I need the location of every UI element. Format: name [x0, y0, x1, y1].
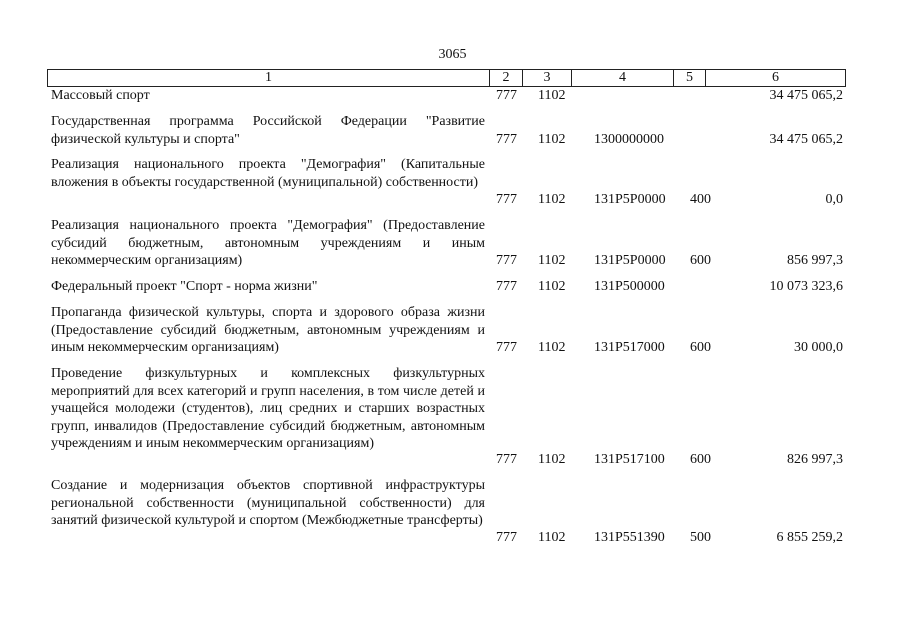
row-admin-code: 777 [496, 253, 517, 268]
row-description: Массовый спорт [51, 88, 150, 103]
column-header-2: 2 [489, 70, 522, 86]
row-target-code: 131P551390 [594, 530, 665, 545]
row-amount: 826 997,3 [787, 452, 843, 467]
row-description: Проведение физкультурных и комплексных физкультурных мероприятий для всех категорий и групп населения, в том числе детей и учащейся молодежи (студентов), лиц средних и старших возрастных групп, инвалидов (Предоставление субсидий бюджетным, автономным учреждениям и иным некоммерческим организациям) [51, 366, 485, 451]
row-amount: 856 997,3 [787, 253, 843, 268]
row-description: Реализация национального проекта "Демография" (Предоставление субсидий бюджетным, автономным учреждениям и иным некоммерческим организациям) [51, 218, 485, 268]
row-description: Федеральный проект "Спорт - норма жизни" [51, 279, 318, 294]
row-admin-code: 777 [496, 132, 517, 147]
row-target-code: 131P5P0000 [594, 253, 666, 268]
row-section-code: 1102 [538, 132, 566, 147]
column-header-6: 6 [705, 70, 845, 86]
column-header-3: 3 [522, 70, 571, 86]
row-admin-code: 777 [496, 192, 517, 207]
row-amount: 6 855 259,2 [776, 530, 843, 545]
row-section-code: 1102 [538, 88, 566, 103]
row-admin-code: 777 [496, 279, 517, 294]
row-section-code: 1102 [538, 279, 566, 294]
row-type-code: 400 [690, 192, 711, 207]
row-admin-code: 777 [496, 530, 517, 545]
row-amount: 30 000,0 [794, 340, 843, 355]
row-target-code: 131P500000 [594, 279, 665, 294]
page-number: 3065 [438, 47, 467, 62]
row-type-code: 600 [690, 253, 711, 268]
column-header-5: 5 [673, 70, 705, 86]
row-section-code: 1102 [538, 340, 566, 355]
row-type-code: 500 [690, 530, 711, 545]
row-target-code: 131P517000 [594, 340, 665, 355]
row-amount: 34 475 065,2 [769, 88, 843, 103]
row-section-code: 1102 [538, 530, 566, 545]
row-description: Государственная программа Российской Федерации "Развитие физической культуры и спорта" [51, 114, 485, 147]
row-section-code: 1102 [538, 192, 566, 207]
row-target-code: 131P5P0000 [594, 192, 666, 207]
column-header-1: 1 [265, 70, 272, 85]
row-section-code: 1102 [538, 452, 566, 467]
row-target-code: 1300000000 [594, 132, 664, 147]
row-section-code: 1102 [538, 253, 566, 268]
row-admin-code: 777 [496, 452, 517, 467]
row-admin-code: 777 [496, 88, 517, 103]
row-description: Создание и модернизация объектов спортивной инфраструктуры региональной собственности (муниципальной собственности) для занятий физической культурой и спортом (Межбюджетные трансферты) [51, 478, 485, 528]
row-description: Реализация национального проекта "Демография" (Капитальные вложения в объекты государственной (муниципальной) собственности) [51, 157, 485, 190]
row-type-code: 600 [690, 452, 711, 467]
row-admin-code: 777 [496, 340, 517, 355]
column-header-4: 4 [571, 70, 673, 86]
row-amount: 0,0 [825, 192, 843, 207]
row-description: Пропаганда физической культуры, спорта и здорового образа жизни (Предоставление субсидий бюджетным, автономным учреждениям и иным некоммерческим организациям) [51, 305, 485, 355]
row-target-code: 131P517100 [594, 452, 665, 467]
row-amount: 10 073 323,6 [769, 279, 843, 294]
row-amount: 34 475 065,2 [769, 132, 843, 147]
row-type-code: 600 [690, 340, 711, 355]
